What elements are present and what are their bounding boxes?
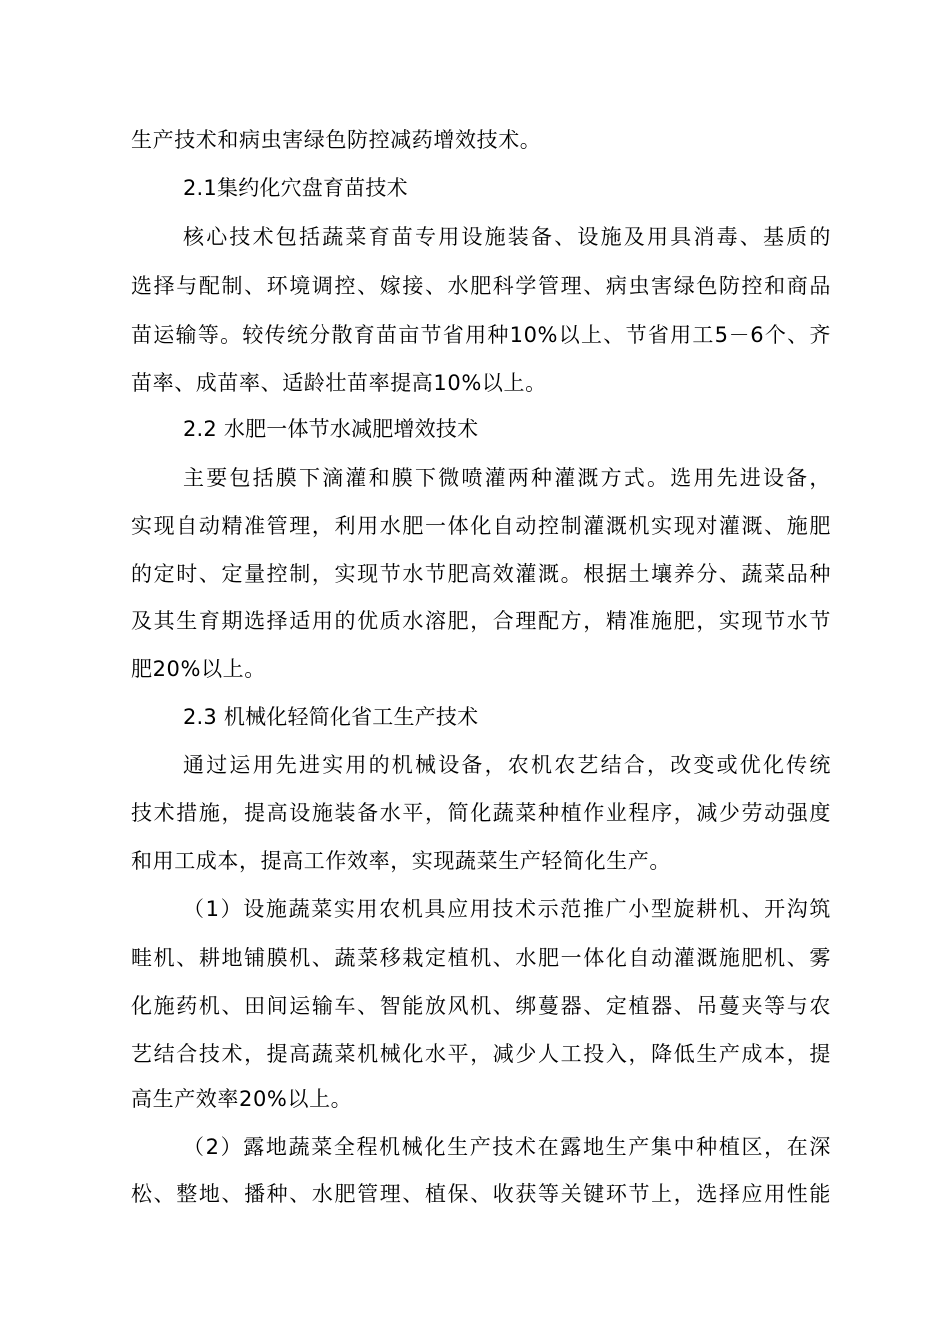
paragraph-line: 通过运用先进实用的机械设备，农机农艺结合，改变或优化传统 — [183, 753, 831, 777]
paragraph-line: 苗运输等。较传统分散育苗亩节省用种10%以上、节省用工5－6个、齐 — [131, 323, 831, 347]
paragraph-line: 及其生育期选择适用的优质水溶肥，合理配方，精准施肥，实现节水节 — [131, 609, 831, 633]
paragraph-line: 选择与配制、环境调控、嫁接、水肥科学管理、病虫害绿色防控和商品 — [131, 274, 831, 298]
paragraph-line: 肥20%以上。 — [131, 657, 266, 681]
paragraph-line: 核心技术包括蔬菜育苗专用设施装备、设施及用具消毒、基质的 — [183, 225, 831, 249]
paragraph-line: 化施药机、田间运输车、智能放风机、绑蔓器、定植器、吊蔓夹等与农 — [131, 994, 831, 1018]
paragraph-line: 和用工成本，提高工作效率，实现蔬菜生产轻简化生产。 — [131, 849, 671, 873]
paragraph-line: 生产技术和病虫害绿色防控减药增效技术。 — [131, 128, 542, 152]
section-heading: 2.1集约化穴盘育苗技术 — [183, 176, 408, 200]
paragraph-line: 实现自动精准管理，利用水肥一体化自动控制灌溉机实现对灌溉、施肥 — [131, 514, 831, 538]
paragraph-line: 苗率、成苗率、适龄壮苗率提高10%以上。 — [131, 371, 547, 395]
section-heading: 2.2 水肥一体节水减肥增效技术 — [183, 417, 479, 441]
paragraph-line: （1）设施蔬菜实用农机具应用技术示范推广小型旋耕机、开沟筑 — [183, 897, 831, 921]
paragraph-line: 的定时、定量控制，实现节水节肥高效灌溉。根据土壤养分、蔬菜品种 — [131, 562, 831, 586]
paragraph-line: 技术措施，提高设施装备水平，简化蔬菜种植作业程序，减少劳动强度 — [131, 801, 831, 825]
paragraph-line: 畦机、耕地铺膜机、蔬菜移栽定植机、水肥一体化自动灌溉施肥机、雾 — [131, 946, 831, 970]
paragraph-line: 松、整地、播种、水肥管理、植保、收获等关键环节上，选择应用性能 — [131, 1182, 831, 1206]
section-heading: 2.3 机械化轻简化省工生产技术 — [183, 705, 479, 729]
paragraph-line: 艺结合技术，提高蔬菜机械化水平，减少人工投入，降低生产成本，提 — [131, 1042, 831, 1066]
paragraph-line: （2）露地蔬菜全程机械化生产技术在露地生产集中种植区，在深 — [183, 1135, 831, 1159]
paragraph-line: 高生产效率20%以上。 — [131, 1087, 353, 1111]
paragraph-line: 主要包括膜下滴灌和膜下微喷灌两种灌溉方式。选用先进设备， — [183, 466, 831, 490]
